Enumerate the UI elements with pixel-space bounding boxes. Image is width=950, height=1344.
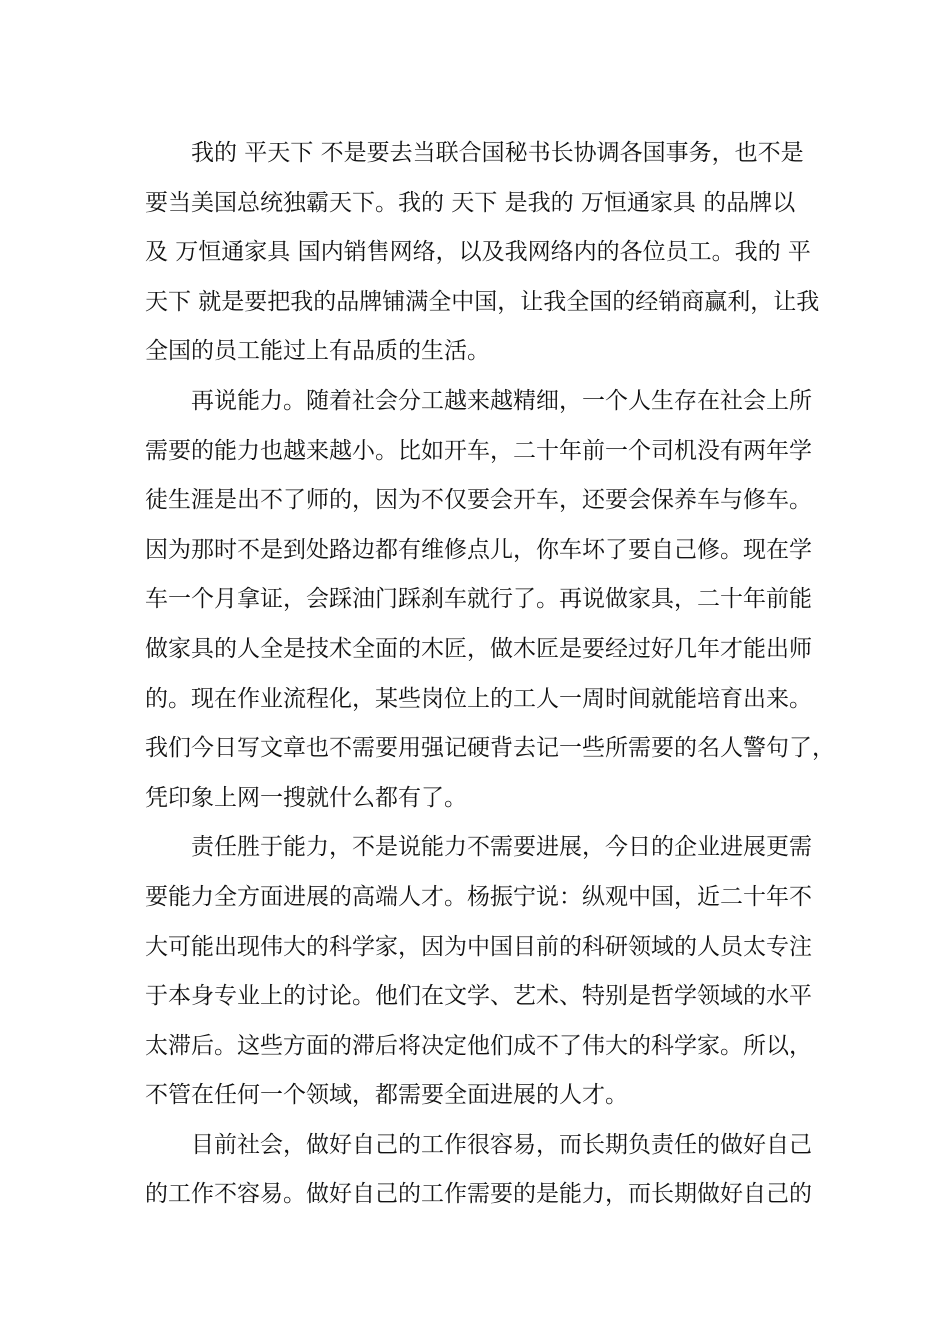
text-line: 需要的能力也越来越小。比如开车，二十年前一个司机没有两年学 — [145, 437, 812, 464]
text-line: 要能力全方面进展的高端人才。杨振宁说：纵观中国，近二十年不 — [145, 883, 812, 910]
text-line: 全国的员工能过上有品质的生活。 — [145, 338, 490, 365]
paragraph-2 — [145, 377, 835, 823]
text-line: 的工作不容易。做好自己的工作需要的是能力，而长期做好自己的 — [145, 1181, 812, 1208]
text-line: 责任胜于能力，不是说能力不需要进展，今日的企业进展更需 — [191, 834, 812, 861]
text-line: 的。现在作业流程化，某些岗位上的工人一周时间就能培育出来。 — [145, 685, 812, 712]
text-line: 再说能力。随着社会分工越来越精细，一个人生存在社会上所 — [191, 387, 812, 414]
text-line: 于本身专业上的讨论。他们在文学、艺术、特别是哲学领域的水平 — [145, 983, 812, 1010]
text-line: 凭印象上网一搜就什么都有了。 — [145, 784, 467, 811]
text-line: 徒生涯是出不了师的，因为不仅要会开车，还要会保养车与修车。 — [145, 487, 812, 514]
text-line: 及 万恒通家具 国内销售网络，以及我网络内的各位员工。我的 平 — [145, 239, 811, 266]
text-line: 太滞后。这些方面的滞后将决定他们成不了伟大的科学家。所以， — [145, 1032, 812, 1059]
text-line: 因为那时不是到处路边都有维修点儿，你车坏了要自己修。现在学 — [145, 536, 812, 563]
body-text — [145, 129, 835, 1220]
paragraph-4 — [145, 1121, 825, 1220]
text-line: 要当美国总统独霸天下。我的 天下 是我的 万恒通家具 的品牌以 — [145, 189, 796, 216]
text-line: 目前社会，做好自己的工作很容易，而长期负责任的做好自己 — [191, 1131, 812, 1158]
paragraph-1 — [145, 129, 825, 377]
text-line: 我的 平天下 不是要去当联合国秘书长协调各国事务，也不是 — [191, 140, 804, 166]
text-line: 天下 就是要把我的品牌铺满全中国，让我全国的经销商赢利，让我 — [145, 288, 820, 315]
text-line: 做家具的人全是技术全面的木匠，做木匠是要经过好几年才能出师 — [145, 635, 812, 662]
paragraph-3 — [145, 823, 825, 1121]
text-line: 不管在任何一个领域，都需要全面进展的人才。 — [145, 1082, 628, 1109]
text-line: 大可能出现伟大的科学家，因为中国目前的科研领域的人员太专注 — [145, 933, 812, 960]
text-line: 车一个月拿证，会踩油门踩刹车就行了。再说做家具，二十年前能 — [145, 586, 812, 613]
text-line: 我们今日写文章也不需要用强记硬背去记一些所需要的名人警句了， — [145, 735, 835, 762]
